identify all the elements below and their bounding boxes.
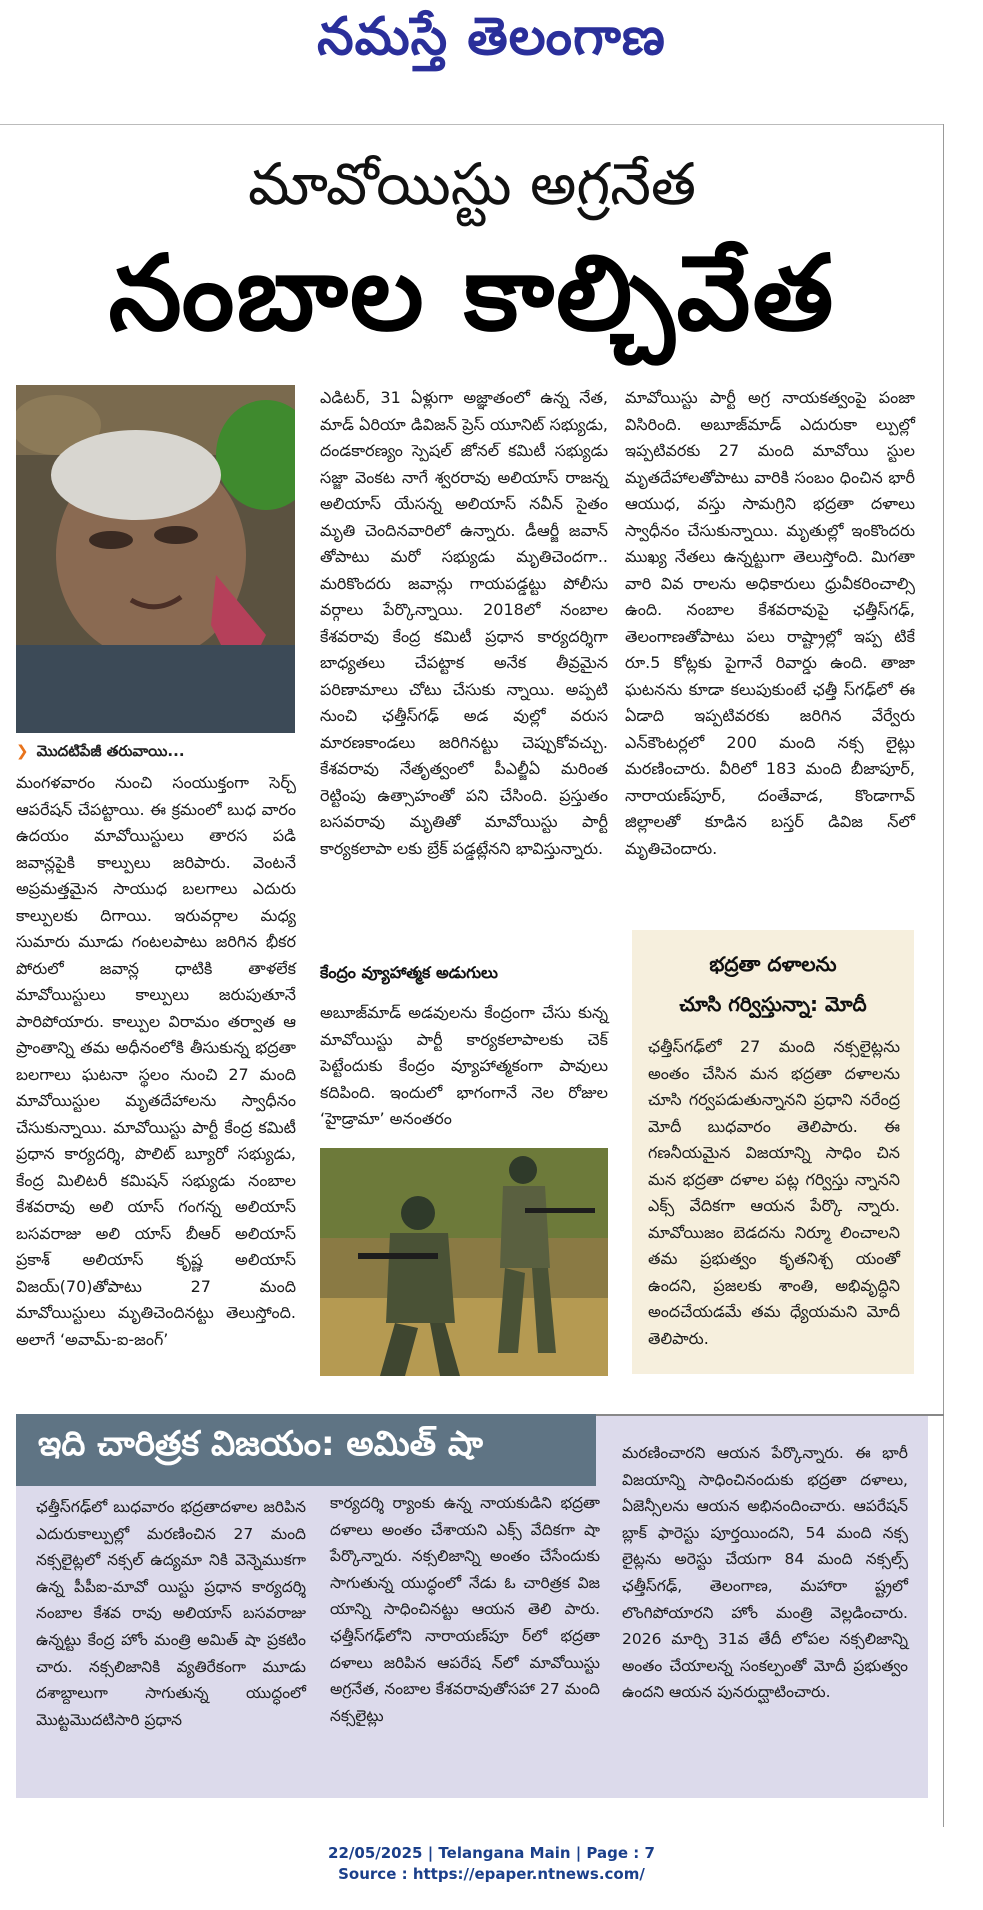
box-column-2: కార్యదర్శి ర్యాంకు ఉన్న నాయకుడిని భద్రతా దళాలు అంతం చేశాయని ఎక్స్ వేదికగా షా పేర్కొన్నారు. నక్సలిజాన్ని అంతం చేసేందుకు సాగుతున్న యుద్ధంలో నేడు ఓ చారిత్రక విజ యాన్ని సాధించినట్టు ఆయన తెలి పారు. ఛత్తీస్‌గఢ్‌లోని నారాయణ్‌పూ ర్‌లో భద్రతా దళాలు జరిపిన ఆపరేష న్‌లో మావోయిస్టు అగ్రనేత, నంబాల కేశవరావుతోసహా 27 మంది నక్సలైట్లు: [330, 1494, 600, 1725]
box-column-1: ఛత్తీస్‌గఢ్‌లో బుధవారం భద్రతాదళాల జరిపిన ఎదురుకాల్పుల్లో మరణించిన 27 మంది నక్సలైట్లలో నక్సల్ ఉద్యమా నికి వెన్నెముకగా ఉన్న పీపీఐ-మావో యిస్టు ప్రధాన కార్యదర్శి నంబాల కేశవ రావు అలియాస్ బసవరాజు ఉన్నట్టు కేంద్ర హోం మంత్రి అమిత్ షా ప్రకటిం చారు. నక్సలిజానికి వ్యతిరేకంగా మూడు దశాబ్దాలుగా సాగుతున్న యుద్ధంలో మొట్టమొదటిసారి ప్రధాన: [36, 1498, 306, 1729]
sidebox-title-line-1: భద్రతా దళాలను: [709, 952, 837, 976]
modi-sidebox: [632, 930, 914, 1374]
banner-headline: ఇది చారిత్రక విజయం: అమిత్ షా: [38, 1424, 483, 1464]
column-text: మావోయిస్టు పార్టీ అగ్ర నాయకత్వంపై పంజా విసిరింది. అబూజ్‌మాడ్ ఎదురుకా ల్పుల్లో ఇప్పటివరకు 27 మంది మావోయి స్టుల మృతదేహాలతోపాటు వారికి సంబం ధించిన భారీ ఆయుధ, వస్తు సామగ్రిని భద్రతా దళాలు స్వాధీనం చేసుకున్నాయి. మృతుల్లో ఇంకొందరు ముఖ్య నేతలు ఉన్నట్టుగా తెలుస్తోంది. మిగతా వారి వివ రాలను అధికారులు ధ్రువీకరించాల్సి ఉంది. నంబాల కేశవరావుపై ఛత్తీస్‌గఢ్, తెలంగాణతోపాటు పలు రాష్ట్రాల్లో ఇప్ప టికే రూ.5 కోట్లకు పైగానే రివార్డు ఉంది. తాజా ఘటనను కూడా కలుపుకుంటే ఛత్తీ స్‌గఢ్‌లో ఈ ఏడాది ఇప్పటివరకు జరిగిన వేర్వేరు ఎన్‌కౌంటర్లలో 200 మంది నక్స లైట్లు మరణించారు. వీరిలో 183 మంది బీజాపూర్, నారాయణ్‌పూర్, దంతేవాడ, కొండాగావ్ జిల్లాలతో కూడిన బస్తర్ డివిజ న్‌లో మృతిచెందారు.: [625, 388, 915, 858]
article-subheading: కేంద్రం వ్యూహాత్మక అడుగులు: [320, 963, 498, 982]
photo-security-forces: [320, 1148, 608, 1376]
sidebox-title-line-2: చూసి గర్విస్తున్నా: మోదీ: [679, 992, 867, 1016]
amit-shah-banner: [16, 1414, 596, 1486]
box-column-3: మరణించారని ఆయన పేర్కొన్నారు. ఈ భారీ విజయాన్ని సాధించినందుకు భద్రతా దళాలు, ఏజెన్సీలను ఆయన అభినందించారు. ఆపరేషన్ బ్లాక్ ఫారెస్టు పూర్తయిందని, 54 మంది నక్స లైట్లను అరెస్టు చేయగా 84 మంది నక్సల్స్ ఛత్తీస్‌గఢ్, తెలంగాణ, మహారా ష్ట్రలో లొంగిపోయారని హోం మంత్రి వెల్లడించారు. 2026 మార్చి 31వ తేదీ లోపల నక్సలిజాన్ని అంతం చేయాలన్న సంకల్పంతో మోదీ ప్రభుత్వం ఉందని ఆయన పునరుద్ఘాటించారు.: [622, 1444, 908, 1702]
article-column-1: [16, 770, 296, 1353]
footer-source-link[interactable]: Source : https://epaper.ntnews.com/: [338, 1865, 645, 1883]
article-column-3: [625, 385, 915, 862]
newspaper-logo: నమస్తే తెలంగాణ: [317, 6, 666, 67]
article-kicker: మావోయిస్టు అగ్రనేత: [247, 150, 697, 218]
column-text: మంగళవారం నుంచి సంయుక్తంగా సెర్చ్ ఆపరేషన్ చేపట్టాయి. ఈ క్రమంలో బుధ వారం ఉదయం మావోయిస్టులు తారస పడి జవాన్లపైకి కాల్పులు జరిపారు. వెంటనే అప్రమత్తమైన సాయుధ బలగాలు ఎదురు కాల్పులకు దిగాయి. ఇరువర్గాల మధ్య సుమారు మూడు గంటలపాటు జరిగిన భీకర పోరులో జవాన్ల ధాటికి తాళలేక మావోయిస్టులు కాల్పులు జరుపుతూనే పారిపోయారు. కాల్పుల విరామం తర్వాత ఆ ప్రాంతాన్ని తమ అధీనంలోకి తీసుకున్న భద్రతా బలగాలు ఘటనా స్థలం నుంచి 27 మంది మావోయిస్టుల మృతదేహాలను స్వాధీనం చేసుకున్నాయి. మావోయిస్టు పార్టీ కేంద్ర కమిటీ ప్రధాన కార్యదర్శి, పొలిట్ బ్యూరో సభ్యుడు, కేంద్ర మిలిటరీ కమిషన్ సభ్యుడు నంబాల కేశవరావు అలి యాస్ గంగన్న అలియాస్ బసవరాజు అలి యాస్ బీఆర్ అలియాస్ ప్రకాశ్ అలియాస్ కృష్ణ అలియాస్ విజయ్(70)తోపాటు 27 మంది మావోయిస్టులు మృతిచెందినట్టు తెలుస్తోంది. అలాగే ‘అవామ్-ఐ-జంగ్’: [16, 773, 296, 1349]
caption-text: మొదటిపేజీ తరువాయి...: [36, 742, 185, 760]
article-column-2: [320, 385, 608, 862]
masthead: [0, 0, 983, 90]
column-text: ఎడిటర్, 31 ఏళ్లుగా అజ్ఞాతంలో ఉన్న నేత, మాడ్ ఏరియా డివిజన్ ప్రెస్ యూనిట్ సభ్యుడు, దండకారణ్యం స్పెషల్ జోనల్ కమిటీ సభ్యుడు సజ్జా వెంకట నాగే శ్వరరావు అలియాస్ రాజన్న అలియాస్ యేసన్న అలియాస్ నవీన్ సైతం మృతి చెందినవారిలో ఉన్నారు. డీఆర్జీ జవాన్ తోపాటు మరో సభ్యుడు మృతిచెందగా.. మరికొందరు జవాన్లు గాయపడ్డట్టు పోలీసు వర్గాలు పేర్కొన్నాయి. 2018లో నంబాల కేశవరావు కేంద్ర కమిటీ ప్రధాన కార్యదర్శిగా బాధ్యతలు చేపట్టాక అనేక తీవ్రమైన పరిణామాలు చోటు చేసుకు న్నాయి. అప్పటి నుంచి ఛత్తీస్‌గఢ్ అడ వుల్లో వరుస మారణకాండలు జరిగినట్టు చెప్పుకోవచ్చు. కేశవరావు నేతృత్వంలో పీఎల్జీఏ మరింత రెట్టింపు ఉత్సాహంతో పని చేసింది. ప్రస్తుతం బసవరావు మృతితో మావోయిస్టు పార్టీ కార్యకలాపా లకు బ్రేక్ పడ్డట్లేనని భావిస్తున్నారు.: [320, 388, 608, 858]
footer-date-edition: 22/05/2025 | Telangana Main | Page : 7: [328, 1844, 655, 1862]
photo-deceased-leader: [16, 385, 295, 733]
chevron-right-icon: ❯: [16, 742, 29, 760]
article-headline: నంబాల కాల్చివేత: [108, 232, 836, 354]
photo-caption: [16, 742, 296, 764]
article-column-2b: [320, 1000, 608, 1133]
column-text: అబూజ్‌మాడ్ అడవులను కేంద్రంగా చేసు కున్న మావోయిస్టు పార్టీ కార్యకలాపాలకు చెక్ పెట్టేందుకు కేంద్రం వ్యూహాత్మకంగా పావులు కదిపింది. ఇందులో భాగంగానే నెల రోజుల ‘హైడ్రామా’ అనంతరం: [320, 1003, 608, 1128]
page-footer: [0, 1843, 983, 1885]
sidebox-title: [632, 930, 914, 1024]
sidebox-body: ఛత్తీస్‌గఢ్‌లో 27 మంది నక్సలైట్లను అంతం చేసిన మన భద్రతా దళాలను చూసి గర్వపడుతున్నానని ప్రధాని నరేంద్ర మోదీ బుధవారం తెలిపారు. ఈ గణనీయమైన విజయాన్ని సాధిం చిన మన భద్రతా దళాల పట్ల గర్విస్తు న్నానని ఎక్స్ వేదికగా ఆయన పేర్కొ న్నారు. మావోయిజం బెడదను నిర్మూ లించాలని తమ ప్రభుత్వం కృతనిశ్చ యంతో ఉందని, ప్రజలకు శాంతి, అభివృద్ధిని అందచేయడమే తమ ధ్యేయమని మోదీ తెలిపారు.: [648, 1037, 900, 1348]
